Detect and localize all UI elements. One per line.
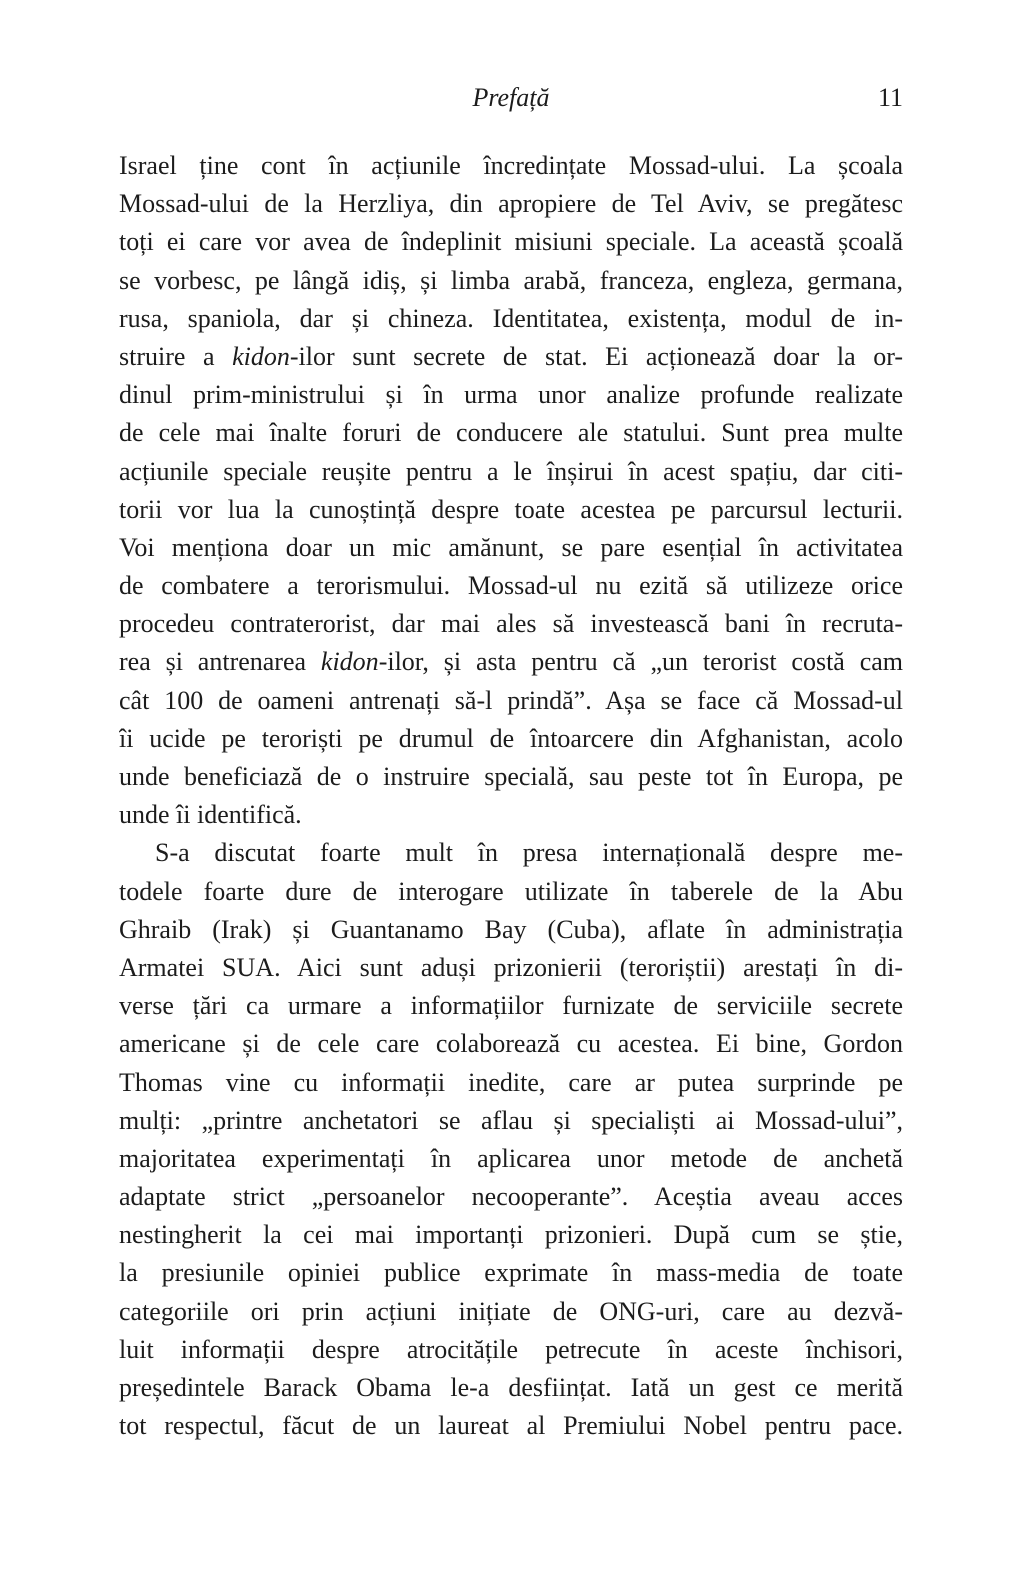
- text-line: [119, 491, 903, 529]
- text-line: [119, 1064, 903, 1102]
- text-line: [119, 1025, 903, 1063]
- text-segment: S-a discutat foarte mult în presa internațională despre me-: [155, 838, 903, 868]
- text-segment: Voi menționa doar un mic amănunt, se pare esențial în activitatea: [119, 532, 903, 562]
- text-line: [119, 376, 903, 414]
- text-line: [119, 262, 903, 300]
- text-segment: torii vor lua la cunoștință despre toate acestea pe parcursul lecturii.: [119, 494, 903, 524]
- text-segment: se vorbesc, pe lângă idiș, și limba arabă, franceza, engleza, germana,: [119, 265, 903, 295]
- text-line: [119, 605, 903, 643]
- text-line: [119, 1254, 903, 1292]
- text-segment: Armatei SUA. Aici sunt aduși prizonierii (teroriștii) arestați în di-: [119, 952, 903, 982]
- text-line: [119, 1331, 903, 1369]
- text-line: [119, 949, 903, 987]
- text-segment: Thomas vine cu informații inedite, care ar putea surprinde pe: [119, 1067, 903, 1097]
- page-header: [119, 82, 903, 114]
- text-segment: unde beneficiază de o instruire specială, sau peste tot în Europa, pe: [119, 762, 903, 791]
- text-segment: americane și de cele care colaborează cu acestea. Ei bine, Gordon: [119, 1029, 903, 1059]
- text-segment: acțiunile speciale reușite pentru a le înșirui în acest spațiu, dar citi-: [119, 456, 903, 486]
- text-segment: toți ei care vor avea de îndeplinit misiuni speciale. La această școală: [119, 227, 903, 257]
- text-block: [119, 147, 903, 1445]
- text-line: [119, 911, 903, 949]
- text-line: [119, 643, 903, 681]
- text-line: [119, 338, 903, 376]
- text-segment: Ghraib (Irak) și Guantanamo Bay (Cuba), aflate în administrația: [119, 914, 903, 944]
- text-segment: todele foarte dure de interogare utilizate în taberele de la Abu: [119, 876, 903, 906]
- text-segment: îi ucide pe teroriști pe drumul de întoarcere din Afghanistan, acolo: [119, 723, 903, 753]
- text-segment: rea și antrenarea: [119, 647, 321, 677]
- text-segment: rusa, spaniola, dar și chineza. Identitatea, existența, modul de in-: [119, 303, 903, 333]
- text-segment: nestingherit la cei mai importanți prizonieri. După cum se știe,: [119, 1220, 903, 1250]
- text-line: [119, 987, 903, 1025]
- text-line: [119, 300, 903, 338]
- text-line: [119, 1140, 903, 1178]
- text-line: [119, 414, 903, 452]
- text-line: [119, 1102, 903, 1140]
- text-line: [119, 1293, 903, 1331]
- text-segment: de combatere a terorismului. Mossad-ul nu ezită să utilizeze orice: [119, 571, 903, 601]
- text-line: [119, 1369, 903, 1407]
- text-line: [119, 567, 903, 605]
- text-line: [119, 873, 903, 911]
- text-line: [119, 529, 903, 567]
- text-line: [119, 1178, 903, 1216]
- text-segment: unde îi identifică.: [119, 800, 302, 830]
- text-line: [119, 453, 903, 491]
- text-segment: verse țări ca urmare a informațiilor furnizate de serviciile secrete: [119, 991, 903, 1021]
- italic-term: kidon: [232, 341, 290, 371]
- text-segment: președintele Barack Obama le-a desființat. Iată un gest ce merită: [119, 1373, 903, 1402]
- running-title: Prefață: [472, 83, 550, 112]
- text-segment: -ilor, și asta pentru că „un terorist costă cam: [378, 647, 903, 677]
- italic-term: kidon: [320, 647, 379, 677]
- text-segment: procedeu contraterorist, dar mai ales să investească bani în recruta-: [119, 609, 903, 639]
- text-segment: dinul prim-ministrului și în urma unor analize profunde realizate: [119, 380, 903, 410]
- text-line: [119, 720, 903, 758]
- text-line: [119, 1407, 903, 1445]
- text-segment: luit informații despre atrocitățile petrecute în aceste închisori,: [119, 1334, 903, 1364]
- text-segment: mulți: „printre anchetatori se aflau și specialiști ai Mossad-ului”,: [119, 1105, 903, 1135]
- text-line: [119, 147, 903, 185]
- text-segment: tot respectul, făcut de un laureat al Premiului Nobel pentru pace.: [119, 1411, 903, 1441]
- text-segment: majoritatea experimentați în aplicarea unor metode de anchetă: [119, 1143, 903, 1173]
- text-segment: struire a: [119, 341, 233, 371]
- text-line: [119, 796, 903, 834]
- text-segment: -ilor sunt secrete de stat. Ei acționează doar la or-: [289, 341, 903, 371]
- text-segment: Israel ține cont în acțiunile încredințate Mossad-ului. La școala: [119, 151, 903, 180]
- text-line: [119, 185, 903, 223]
- text-segment: de cele mai înalte foruri de conducere ale statului. Sunt prea multe: [119, 418, 903, 448]
- text-segment: Mossad-ului de la Herzliya, din apropiere de Tel Aviv, se pregătesc: [119, 189, 903, 219]
- text-segment: adaptate strict „persoanelor necooperante”. Aceștia aveau acces: [119, 1182, 903, 1212]
- text-line: [119, 223, 903, 261]
- text-line: [119, 1216, 903, 1254]
- page-number: 11: [877, 83, 903, 112]
- text-segment: cât 100 de oameni antrenați să-l prindă”. Așa se face că Mossad-ul: [119, 685, 903, 715]
- text-segment: la presiunile opiniei publice exprimate în mass-media de toate: [119, 1258, 903, 1288]
- text-line: [119, 834, 903, 872]
- text-segment: categoriile ori prin acțiuni inițiate de ONG-uri, care au dezvă-: [119, 1296, 903, 1326]
- text-line: [119, 682, 903, 720]
- text-line: [119, 758, 903, 796]
